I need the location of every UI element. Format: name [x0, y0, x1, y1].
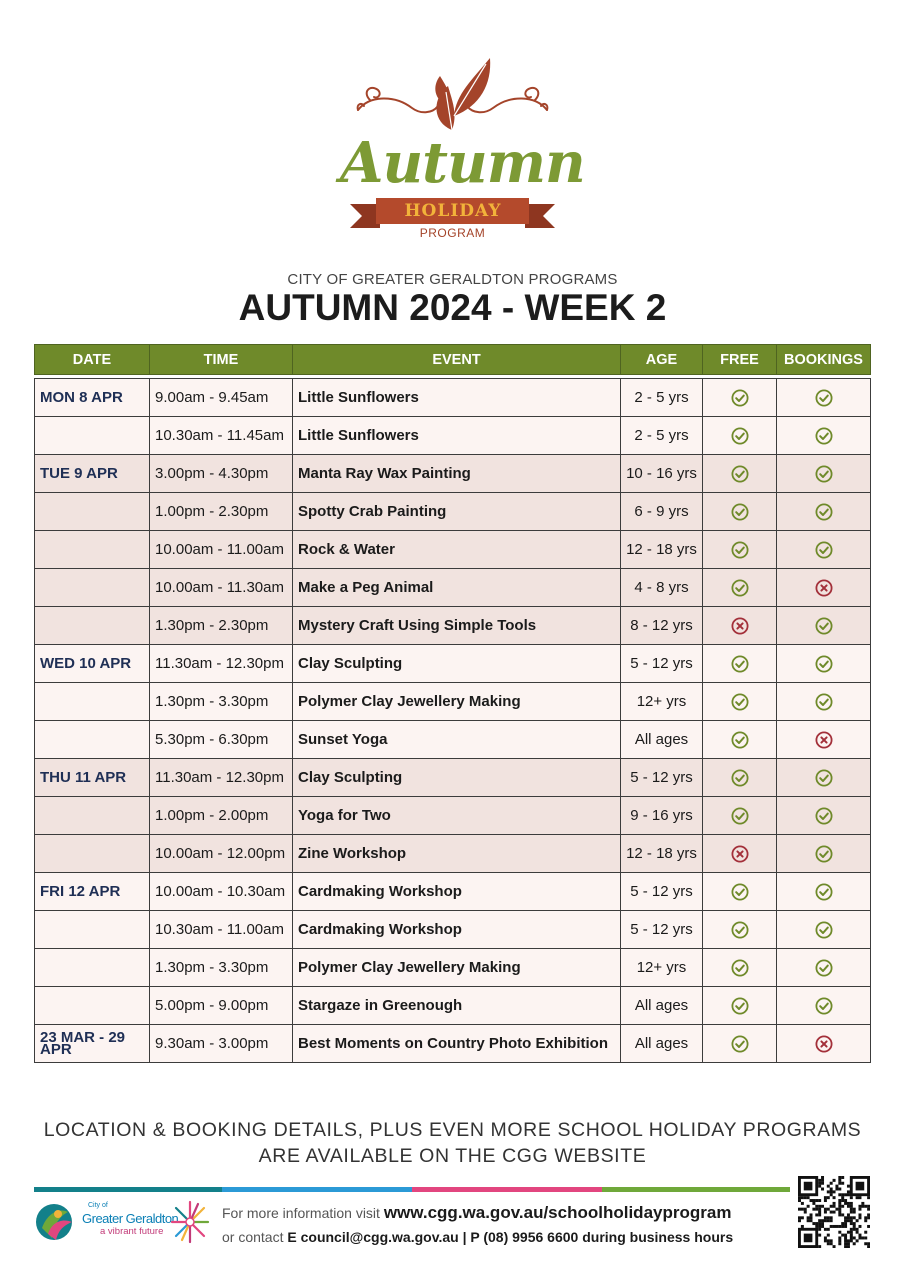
cell-date: [35, 949, 150, 987]
check-circle-icon: [731, 693, 749, 711]
cell-time: 1.30pm - 3.30pm: [150, 949, 293, 987]
table-body: [35, 375, 871, 1063]
header-date: DATE: [35, 345, 150, 375]
cell-age: 9 - 16 yrs: [621, 797, 703, 835]
color-bar-1: [34, 1187, 222, 1192]
cell-date: FRI 12 APR: [35, 873, 150, 911]
table-row: [35, 569, 871, 607]
contact-prefix: or contact: [222, 1229, 288, 1245]
cell-event: Cardmaking Workshop: [293, 873, 621, 911]
cross-circle-icon: [731, 845, 749, 863]
cell-time: 1.00pm - 2.00pm: [150, 797, 293, 835]
cell-bookings: [777, 607, 871, 645]
cell-time: 10.00am - 11.00am: [150, 531, 293, 569]
cell-date: [35, 721, 150, 759]
color-bar-2: [222, 1187, 412, 1192]
cell-date: [35, 797, 150, 835]
cgg-tagline-text: a vibrant future: [100, 1226, 164, 1237]
check-circle-icon: [731, 959, 749, 977]
table-row: [35, 607, 871, 645]
cell-age: 8 - 12 yrs: [621, 607, 703, 645]
cell-free: [703, 607, 777, 645]
table-row: [35, 1025, 871, 1063]
table-row: [35, 949, 871, 987]
cell-date: THU 11 APR: [35, 759, 150, 797]
info-line-1: [222, 1201, 733, 1225]
cell-time: 10.30am - 11.45am: [150, 417, 293, 455]
cell-time: 10.00am - 10.30am: [150, 873, 293, 911]
cgg-name-text: Greater Geraldton: [82, 1211, 179, 1226]
cgg-logo: [32, 1198, 212, 1248]
table-row: [35, 911, 871, 949]
check-circle-icon: [815, 959, 833, 977]
cell-age: 12+ yrs: [621, 949, 703, 987]
cell-free: [703, 911, 777, 949]
cell-date: [35, 493, 150, 531]
leaf-flourish-icon: [340, 50, 565, 140]
autumn-holiday-logo: [340, 50, 585, 245]
contact-info: [222, 1201, 733, 1249]
cell-bookings: [777, 835, 871, 873]
cell-free: [703, 759, 777, 797]
info-line-2: [222, 1225, 733, 1249]
cell-event: Sunset Yoga: [293, 721, 621, 759]
cell-bookings: [777, 721, 871, 759]
cell-event: Best Moments on Country Photo Exhibition: [293, 1025, 621, 1063]
cell-age: All ages: [621, 721, 703, 759]
cell-age: 12 - 18 yrs: [621, 835, 703, 873]
cell-event: Zine Workshop: [293, 835, 621, 873]
header-time: TIME: [150, 345, 293, 375]
table-row: [35, 455, 871, 493]
cell-date: [35, 531, 150, 569]
check-circle-icon: [815, 503, 833, 521]
logo-program-text: PROGRAM: [419, 226, 486, 240]
table-row: [35, 987, 871, 1025]
check-circle-icon: [815, 541, 833, 559]
cell-date: 23 MAR - 29 APR: [35, 1025, 150, 1063]
cell-event: Spotty Crab Painting: [293, 493, 621, 531]
cell-event: Cardmaking Workshop: [293, 911, 621, 949]
table-row: [35, 417, 871, 455]
cell-free: [703, 835, 777, 873]
table-row: [35, 645, 871, 683]
logo-ribbon-text: HOLIDAY: [404, 201, 502, 221]
cell-bookings: [777, 683, 871, 721]
cell-time: 1.00pm - 2.30pm: [150, 493, 293, 531]
cell-bookings: [777, 455, 871, 493]
cell-bookings: [777, 569, 871, 607]
cell-bookings: [777, 797, 871, 835]
cell-date: [35, 417, 150, 455]
cell-age: 5 - 12 yrs: [621, 759, 703, 797]
cell-bookings: [777, 645, 871, 683]
check-circle-icon: [815, 389, 833, 407]
contact-details: E council@cgg.wa.gov.au | P (08) 9956 6600 during business hours: [287, 1229, 734, 1245]
cell-event: Yoga for Two: [293, 797, 621, 835]
cell-time: 5.30pm - 6.30pm: [150, 721, 293, 759]
check-circle-icon: [815, 465, 833, 483]
cross-circle-icon: [731, 617, 749, 635]
cell-age: 6 - 9 yrs: [621, 493, 703, 531]
cell-event: Polymer Clay Jewellery Making: [293, 949, 621, 987]
table-row: [35, 873, 871, 911]
cell-bookings: [777, 1025, 871, 1063]
info-prefix: For more information visit: [222, 1205, 384, 1221]
cell-time: 9.00am - 9.45am: [150, 379, 293, 417]
cell-event: Rock & Water: [293, 531, 621, 569]
cell-age: 2 - 5 yrs: [621, 417, 703, 455]
cell-free: [703, 455, 777, 493]
cell-free: [703, 531, 777, 569]
table-row: [35, 379, 871, 417]
cross-circle-icon: [815, 731, 833, 749]
cell-date: WED 10 APR: [35, 645, 150, 683]
cell-free: [703, 379, 777, 417]
cell-age: 10 - 16 yrs: [621, 455, 703, 493]
cell-time: 1.30pm - 3.30pm: [150, 683, 293, 721]
check-circle-icon: [815, 845, 833, 863]
cell-bookings: [777, 987, 871, 1025]
cell-bookings: [777, 417, 871, 455]
cell-free: [703, 569, 777, 607]
header-age: AGE: [621, 345, 703, 375]
cell-bookings: [777, 911, 871, 949]
cell-date: [35, 835, 150, 873]
cross-circle-icon: [815, 1035, 833, 1053]
cell-time: 11.30am - 12.30pm: [150, 645, 293, 683]
header-bookings: BOOKINGS: [777, 345, 871, 375]
cell-time: 10.00am - 12.00pm: [150, 835, 293, 873]
logo-word: Autumn: [340, 130, 585, 196]
cgg-emblem-icon: [32, 1198, 80, 1246]
cell-event: Little Sunflowers: [293, 379, 621, 417]
cell-free: [703, 797, 777, 835]
cell-bookings: [777, 379, 871, 417]
cell-event: Little Sunflowers: [293, 417, 621, 455]
cell-age: 12+ yrs: [621, 683, 703, 721]
color-bar-3: [412, 1187, 602, 1192]
cell-event: Mystery Craft Using Simple Tools: [293, 607, 621, 645]
cell-date: [35, 987, 150, 1025]
cell-age: 4 - 8 yrs: [621, 569, 703, 607]
table-header-row: [35, 345, 871, 375]
table-row: [35, 759, 871, 797]
cell-bookings: [777, 949, 871, 987]
check-circle-icon: [815, 883, 833, 901]
starburst-flower-icon: [170, 1198, 210, 1246]
check-circle-icon: [731, 579, 749, 597]
cell-free: [703, 645, 777, 683]
cell-free: [703, 417, 777, 455]
check-circle-icon: [815, 617, 833, 635]
check-circle-icon: [731, 389, 749, 407]
cell-bookings: [777, 493, 871, 531]
footer-message: [0, 1117, 905, 1169]
cell-date: TUE 9 APR: [35, 455, 150, 493]
color-bar-4: [602, 1187, 790, 1192]
check-circle-icon: [815, 997, 833, 1015]
program-table: [34, 344, 871, 1063]
cell-age: 5 - 12 yrs: [621, 911, 703, 949]
table-row: [35, 835, 871, 873]
cell-date: MON 8 APR: [35, 379, 150, 417]
table-row: [35, 493, 871, 531]
cell-time: 1.30pm - 2.30pm: [150, 607, 293, 645]
cell-free: [703, 949, 777, 987]
check-circle-icon: [731, 769, 749, 787]
header-event: EVENT: [293, 345, 621, 375]
footer-message-line1: LOCATION & BOOKING DETAILS, PLUS EVEN MORE SCHOOL HOLIDAY PROGRAMS: [43, 1119, 862, 1141]
check-circle-icon: [815, 427, 833, 445]
cell-date: [35, 911, 150, 949]
cell-bookings: [777, 531, 871, 569]
check-circle-icon: [815, 693, 833, 711]
check-circle-icon: [815, 807, 833, 825]
cell-event: Polymer Clay Jewellery Making: [293, 683, 621, 721]
check-circle-icon: [731, 921, 749, 939]
check-circle-icon: [731, 465, 749, 483]
cell-time: 11.30am - 12.30pm: [150, 759, 293, 797]
cell-free: [703, 683, 777, 721]
cgg-city-text: City of: [88, 1202, 108, 1209]
table-row: [35, 683, 871, 721]
check-circle-icon: [731, 503, 749, 521]
check-circle-icon: [815, 769, 833, 787]
cell-time: 10.30am - 11.00am: [150, 911, 293, 949]
cell-event: Manta Ray Wax Painting: [293, 455, 621, 493]
table-row: [35, 531, 871, 569]
cell-time: 5.00pm - 9.00pm: [150, 987, 293, 1025]
cell-free: [703, 493, 777, 531]
cell-free: [703, 873, 777, 911]
page-subtitle: CITY OF GREATER GERALDTON PROGRAMS: [287, 271, 618, 288]
cell-bookings: [777, 759, 871, 797]
cell-age: All ages: [621, 1025, 703, 1063]
cell-age: 2 - 5 yrs: [621, 379, 703, 417]
cell-free: [703, 721, 777, 759]
cell-event: Clay Sculpting: [293, 645, 621, 683]
check-circle-icon: [731, 883, 749, 901]
check-circle-icon: [731, 427, 749, 445]
cell-age: 5 - 12 yrs: [621, 873, 703, 911]
table-row: [35, 797, 871, 835]
cell-bookings: [777, 873, 871, 911]
cell-date: [35, 569, 150, 607]
page-title: AUTUMN 2024 - WEEK 2: [238, 287, 667, 328]
cell-age: All ages: [621, 987, 703, 1025]
cell-event: Stargaze in Greenough: [293, 987, 621, 1025]
table-row: [35, 721, 871, 759]
cell-age: 5 - 12 yrs: [621, 645, 703, 683]
check-circle-icon: [731, 731, 749, 749]
qr-code-icon[interactable]: [798, 1176, 870, 1248]
check-circle-icon: [815, 655, 833, 673]
cell-time: 10.00am - 11.30am: [150, 569, 293, 607]
cross-circle-icon: [815, 579, 833, 597]
cell-free: [703, 1025, 777, 1063]
check-circle-icon: [815, 921, 833, 939]
cell-time: 9.30am - 3.00pm: [150, 1025, 293, 1063]
cell-date: [35, 683, 150, 721]
cell-event: Make a Peg Animal: [293, 569, 621, 607]
website-link[interactable]: www.cgg.wa.gov.au/schoolholidayprogram: [383, 1203, 732, 1222]
check-circle-icon: [731, 1035, 749, 1053]
cell-event: Clay Sculpting: [293, 759, 621, 797]
cell-age: 12 - 18 yrs: [621, 531, 703, 569]
header-free: FREE: [703, 345, 777, 375]
cell-date: [35, 607, 150, 645]
footer-message-line2: ARE AVAILABLE ON THE CGG WEBSITE: [258, 1145, 647, 1167]
check-circle-icon: [731, 807, 749, 825]
check-circle-icon: [731, 997, 749, 1015]
cell-free: [703, 987, 777, 1025]
cell-time: 3.00pm - 4.30pm: [150, 455, 293, 493]
check-circle-icon: [731, 541, 749, 559]
check-circle-icon: [731, 655, 749, 673]
